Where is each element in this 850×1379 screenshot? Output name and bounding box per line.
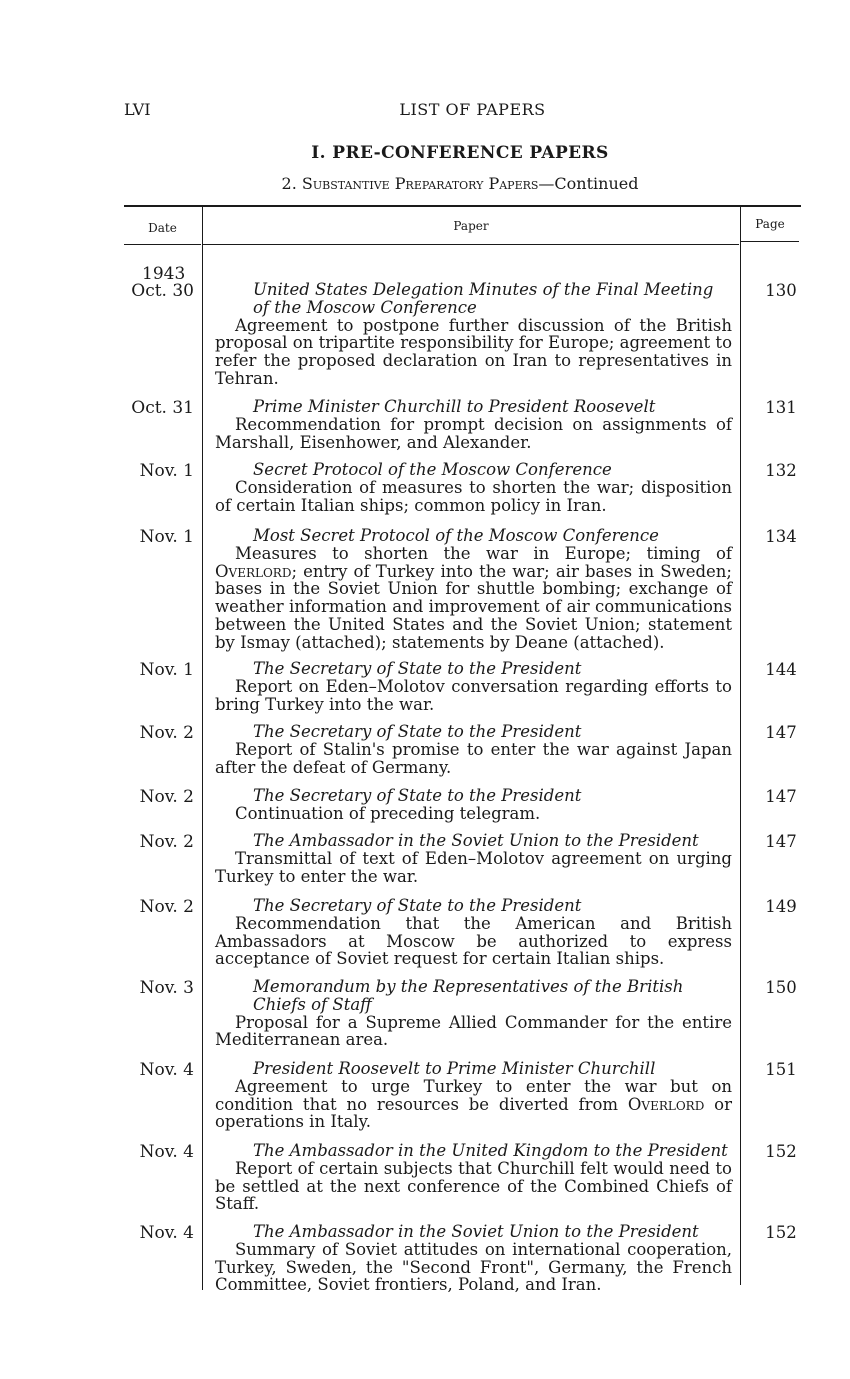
entry-page: 152: [765, 1142, 797, 1161]
entry-body: [215, 1223, 732, 1294]
entry-page: 151: [765, 1060, 797, 1079]
entry-body: [215, 1142, 732, 1213]
entry-title: The Ambassador in the Soviet Union to the President: [253, 1222, 699, 1241]
entry-description: Agreement to urge Turkey to enter the war but on condition that no resources be diverted from Overlord or operations in Italy.: [215, 1076, 732, 1132]
header-rule-date: [124, 244, 201, 245]
entry-description: Report of certain subjects that Churchill felt would need to be settled at the next conference of the Combined Chiefs of Staff.: [215, 1158, 732, 1214]
entry-page: 150: [765, 978, 797, 997]
subsection-title: [0, 174, 850, 193]
entry-title: President Roosevelt to Prime Minister Churchill: [253, 1059, 656, 1078]
entry-title: The Secretary of State to the President: [253, 722, 582, 741]
entry-description: Transmittal of text of Eden–Molotov agreement on urging Turkey to enter the war.: [215, 848, 732, 886]
entry-page: 134: [765, 527, 797, 546]
entry-page: 147: [765, 832, 797, 851]
entry-title: The Secretary of State to the President: [253, 896, 582, 915]
entry-page: 130: [765, 281, 797, 300]
running-head: [124, 100, 801, 124]
entry-description: Summary of Soviet attitudes on international cooperation, Turkey, Sweden, the "Second Front", Germany, the French Committee, Soviet frontiers, Poland, and Iran.: [215, 1239, 732, 1295]
entry-title: The Ambassador in the United Kingdom to the President: [253, 1141, 728, 1160]
subsection-title-main: 2. Substantive Preparatory Papers: [281, 174, 539, 193]
running-title: LIST OF PAPERS: [399, 100, 546, 119]
entry-title: The Secretary of State to the President: [253, 786, 582, 805]
entry-page: 132: [765, 461, 797, 480]
entry-body: [215, 281, 732, 388]
entry-description: Report of Stalin's promise to enter the war against Japan after the defeat of Germany.: [215, 739, 732, 777]
entry-page: 147: [765, 723, 797, 742]
entry-description: Proposal for a Supreme Allied Commander for the entire Mediterranean area.: [215, 1012, 732, 1050]
entry-body: [215, 978, 732, 1049]
subsection-title-suffix: —Continued: [538, 174, 639, 193]
column-divider-left: [202, 207, 203, 1290]
entry-body: [215, 660, 732, 713]
entry-date: Nov. 1: [139, 527, 194, 547]
header-rule-page: [741, 241, 799, 242]
entry-date: Nov. 4: [139, 1142, 194, 1162]
entry-page: 152: [765, 1223, 797, 1242]
entry-description: Continuation of preceding telegram.: [235, 803, 541, 823]
entry-body: [215, 787, 732, 823]
entry-body: [215, 1060, 732, 1131]
entry-page: 147: [765, 787, 797, 806]
entry-description: Agreement to postpone further discussion of the British proposal on tripartite responsibility for Europe; agreement to refer the proposed declaration on Iran to representatives in Tehran.: [215, 315, 732, 388]
entry-date: Nov. 4: [139, 1223, 194, 1243]
entry-body: [215, 897, 732, 968]
column-header-paper: Paper: [453, 219, 489, 233]
entry-date: Nov. 2: [139, 787, 194, 807]
header-rule-paper: [203, 244, 739, 245]
page-number: LVI: [124, 100, 151, 119]
table-top-rule: [124, 205, 801, 207]
column-header-date: Date: [148, 221, 177, 235]
entry-body: [215, 461, 732, 514]
entry-description: Measures to shorten the war in Europe; timing of Overlord; entry of Turkey into the war; air bases in Sweden; bases in the Soviet Union for shuttle bombing; exchange of weather information and improvement of air communications between the United States and the Soviet Union; statement by Ismay (attached); statements by Deane (attached).: [215, 543, 732, 652]
entry-title: United States Delegation Minutes of the Final Meeting of the Moscow Conference: [253, 280, 714, 317]
entry-page: 149: [765, 897, 797, 916]
section-title: I. PRE-CONFERENCE PAPERS: [311, 143, 609, 163]
entry-date: Nov. 4: [139, 1060, 194, 1080]
entry-title: The Secretary of State to the President: [253, 659, 582, 678]
entry-date: Nov. 3: [139, 978, 194, 998]
entry-description: Consideration of measures to shorten the war; disposition of certain Italian ships; common policy in Iran.: [215, 477, 732, 515]
column-divider-right: [740, 207, 741, 1285]
entry-title: Prime Minister Churchill to President Roosevelt: [253, 397, 656, 416]
entry-body: [215, 398, 732, 451]
entry-description: Report on Eden–Molotov conversation regarding efforts to bring Turkey into the war.: [215, 676, 732, 714]
column-header-page: Page: [755, 217, 785, 231]
entry-body: [215, 832, 732, 885]
entry-title: The Ambassador in the Soviet Union to the President: [253, 831, 699, 850]
entry-body: [215, 527, 732, 652]
entry-title: Most Secret Protocol of the Moscow Conference: [253, 526, 659, 545]
entry-description: Recommendation that the American and British Ambassadors at Moscow be authorized to express acceptance of Soviet request for certain Italian ships.: [215, 913, 732, 969]
entry-body: [215, 723, 732, 776]
entry-date: Nov. 1: [139, 461, 194, 481]
year-label: 1943: [142, 264, 186, 284]
entry-title: Memorandum by the Representatives of the British Chiefs of Staff: [253, 977, 684, 1014]
entry-date: Nov. 2: [139, 723, 194, 743]
entry-page: 131: [765, 398, 797, 417]
entry-date: Nov. 2: [139, 897, 194, 917]
entry-date: Nov. 1: [139, 660, 194, 680]
entry-title: Secret Protocol of the Moscow Conference: [253, 460, 612, 479]
entry-date: Nov. 2: [139, 832, 194, 852]
entry-date: Oct. 30: [131, 281, 194, 301]
entry-page: 144: [765, 660, 797, 679]
entry-date: Oct. 31: [131, 398, 194, 418]
entry-description: Recommendation for prompt decision on assignments of Marshall, Eisenhower, and Alexander.: [215, 414, 732, 452]
papers-table: [124, 205, 801, 1295]
